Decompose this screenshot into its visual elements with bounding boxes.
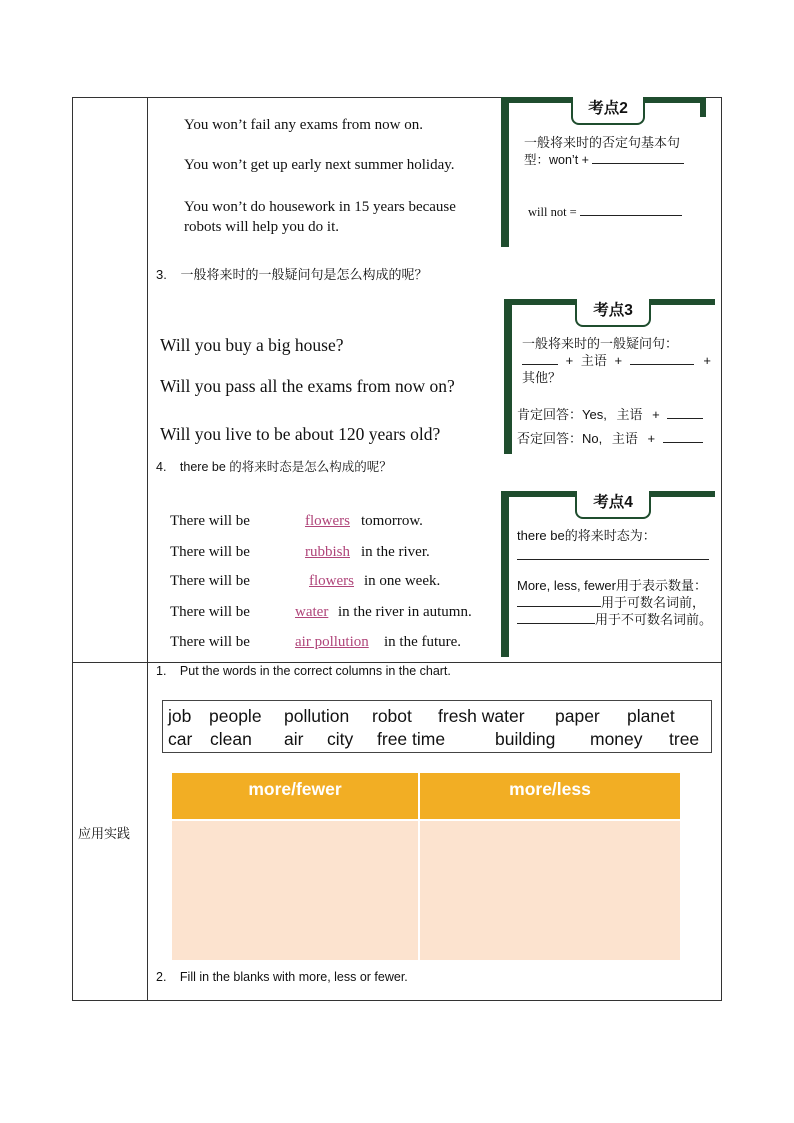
kaodian2-box <box>501 97 706 247</box>
word-car: car <box>168 729 193 749</box>
word-city: city <box>327 729 354 749</box>
answer-word: air pollution <box>295 634 369 650</box>
there-will-be-rest: tomorrow. <box>361 513 423 529</box>
kaodian3-no-label: 否定回答：No, <box>517 431 603 446</box>
kaodian3-box <box>504 299 715 454</box>
kaodian3-yes-subject: 主语 <box>616 407 643 422</box>
practice1-text: Put the words in the correct columns in the chart. <box>179 664 451 678</box>
kaodian2-line3 <box>528 203 682 221</box>
question3-num: 3. <box>156 267 167 282</box>
kaodian3-plus-1: + <box>565 353 574 368</box>
practice1-num: 1. <box>156 664 167 678</box>
kaodian3-yes-label: 肯定回答：Yes, <box>517 407 607 422</box>
kaodian3-blank-1 <box>522 352 558 365</box>
kaodian3-line2 <box>522 352 711 370</box>
kaodian3-other: 其他？ <box>522 370 562 385</box>
kaodian3-yes-plus: + <box>652 407 660 422</box>
question3 <box>156 264 427 283</box>
word-bank <box>162 700 712 753</box>
kaodian3-yes-line <box>517 406 703 424</box>
there-will-be-rest: in the future. <box>384 634 462 650</box>
answer-word: flowers <box>305 513 350 529</box>
kaodian3-blank-yes <box>667 406 703 419</box>
kaodian4-line4 <box>517 611 712 629</box>
kaodian4-box <box>501 491 715 657</box>
example-q3-3: Will you live to be about 120 years old? <box>160 424 441 444</box>
kaodian3-plus-2: + <box>614 353 623 368</box>
example-top-1: You won’t fail any exams from now on. <box>184 117 424 133</box>
answer-word: rubbish <box>305 544 350 560</box>
chart-header-more-less <box>420 773 680 819</box>
practice2 <box>156 970 408 984</box>
there-will-be-rest: in the river. <box>361 544 430 560</box>
practice2-text: Fill in the blanks with more, less or fewer. <box>179 970 408 984</box>
question4-num: 4. <box>156 460 167 474</box>
question3-text: 一般将来时的一般疑问句是怎么构成的呢？ <box>180 267 428 282</box>
word-job: job <box>168 706 192 726</box>
answer-word: water <box>295 604 329 620</box>
example-top-2: You won’t get up early next summer holiday. <box>184 157 455 173</box>
kaodian3-subject: 主语 <box>580 353 607 368</box>
table-border-bottom <box>72 1000 722 1001</box>
kaodian3-blank-no <box>663 430 703 443</box>
example-q3-2: Will you pass all the exams from now on? <box>160 376 455 396</box>
kaodian2-line2 <box>524 151 684 169</box>
kaodian4-line3 <box>517 594 705 612</box>
example-top-4: robots will help you do it. <box>184 219 339 235</box>
question4 <box>156 457 392 475</box>
kaodian3-plus-3: + <box>703 353 711 368</box>
table-border-right <box>721 97 722 1001</box>
there-will-be-lead: There will be <box>170 544 250 560</box>
there-will-be-rest: in the river in autumn. <box>338 604 472 620</box>
kaodian4-line3-text: 用于可数名词前， <box>601 595 706 610</box>
there-will-be-lead: There will be <box>170 513 250 529</box>
word-fresh-water: fresh water <box>438 706 525 726</box>
kaodian2-line2-text: 型：won’t + <box>524 153 589 167</box>
word-robot: robot <box>372 706 412 726</box>
kaodian4-tab: 考点4 <box>575 491 651 519</box>
there-will-be-rest: in one week. <box>364 573 441 589</box>
kaodian2-blank-2 <box>580 203 682 216</box>
kaodian4-line4-text: 用于不可数名词前。 <box>595 612 713 627</box>
kaodian2-line3-text: will not = <box>528 205 577 219</box>
table-border-left <box>72 97 73 1001</box>
question4-text: there be 的将来时态是怎么构成的呢？ <box>179 460 392 474</box>
there-will-be-row-5 <box>170 634 462 651</box>
kaodian4-line1: there be的将来时态为： <box>517 528 656 543</box>
word-tree: tree <box>669 729 700 749</box>
kaodian3-no-line <box>517 430 703 448</box>
word-people: people <box>209 706 262 726</box>
word-money: money <box>590 729 643 749</box>
kaodian2-line1: 一般将来时的否定句基本句 <box>524 135 681 150</box>
chart-header-more-less-label: more/less <box>509 779 591 799</box>
there-will-be-lead: There will be <box>170 634 250 650</box>
kaodian4-blank-3 <box>517 611 595 624</box>
kaodian3-line1: 一般将来时的一般疑问句： <box>522 336 679 351</box>
example-top-3: You won’t do housework in 15 years because <box>184 199 456 215</box>
word-clean: clean <box>210 729 252 749</box>
kaodian4-blank-2 <box>517 594 601 607</box>
word-free-time: free time <box>377 729 446 749</box>
kaodian4-line2: More, less, fewer用于表示数量： <box>517 578 707 593</box>
kaodian3-blank-2 <box>630 352 694 365</box>
chart-cell-more-fewer[interactable] <box>172 821 418 960</box>
kaodian3-no-subject: 主语 <box>611 431 638 446</box>
answer-word: flowers <box>309 573 354 589</box>
chart-header-more-fewer <box>172 773 418 819</box>
word-planet: planet <box>627 706 675 726</box>
table-column-divider <box>147 97 148 1001</box>
word-air: air <box>284 729 304 749</box>
practice1 <box>156 664 451 678</box>
word-paper: paper <box>555 706 600 726</box>
word-pollution: pollution <box>284 706 350 726</box>
example-q3-1: Will you buy a big house? <box>160 335 344 355</box>
chart-cell-more-less[interactable] <box>420 821 680 960</box>
chart-header-more-fewer-label: more/fewer <box>248 779 342 799</box>
there-will-be-lead: There will be <box>170 573 250 589</box>
sort-chart <box>172 773 680 960</box>
section-label: 应用实践 <box>78 826 131 841</box>
kaodian2-tab: 考点2 <box>571 97 645 125</box>
table-row-divider <box>72 662 722 663</box>
word-building: building <box>495 729 556 749</box>
kaodian2-blank-1 <box>592 151 684 164</box>
there-will-be-row-3 <box>170 573 441 590</box>
kaodian3-no-plus: + <box>647 431 656 446</box>
there-will-be-lead: There will be <box>170 604 250 620</box>
practice2-num: 2. <box>156 970 167 984</box>
there-will-be-row-1 <box>170 513 423 530</box>
kaodian4-blank-1 <box>517 559 709 560</box>
kaodian3-tab: 考点3 <box>575 299 651 327</box>
there-will-be-row-2 <box>170 544 430 561</box>
there-will-be-row-4 <box>170 604 472 621</box>
